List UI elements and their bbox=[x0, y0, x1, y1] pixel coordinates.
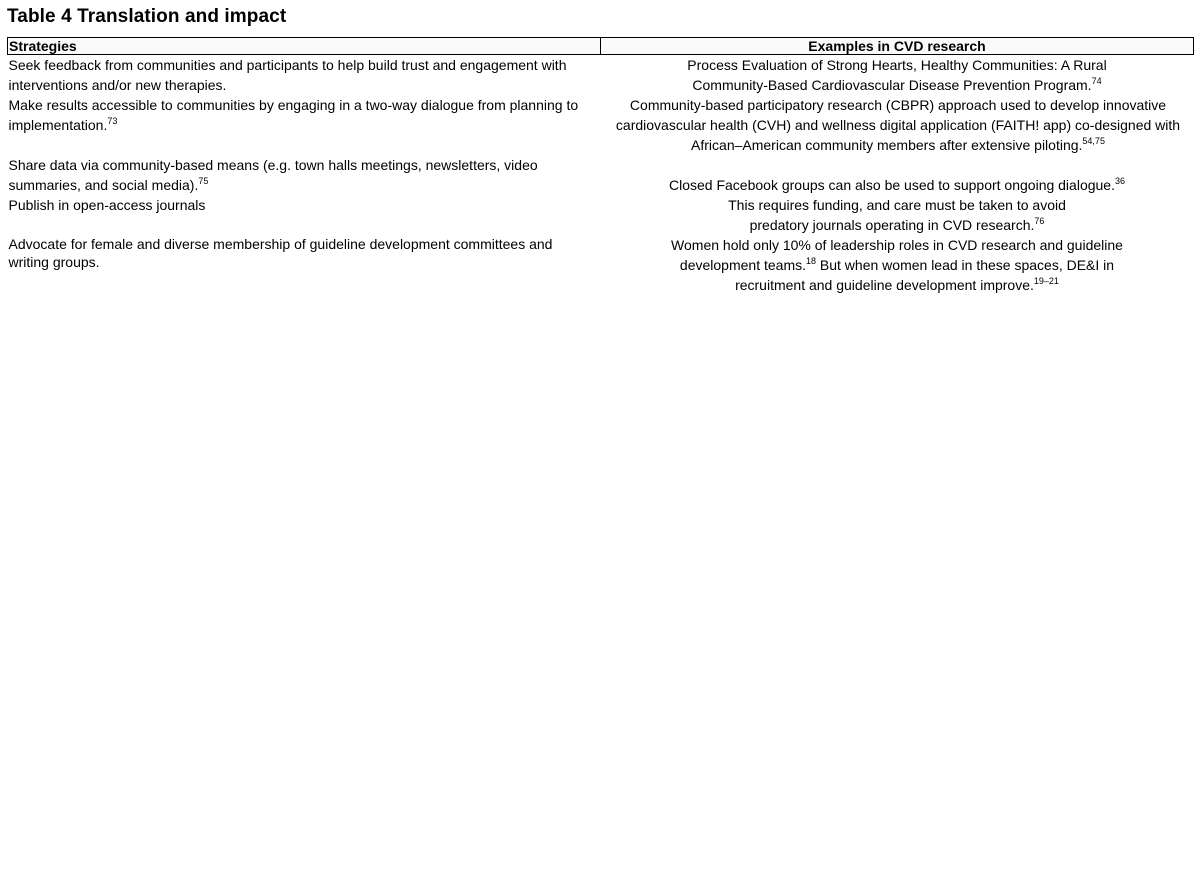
example-text: This requires funding, and care must be taken to avoid predatory journals operating in CVD research. bbox=[728, 197, 1066, 233]
example-cell bbox=[601, 195, 1194, 235]
header-row bbox=[8, 38, 1194, 55]
example-text: Community-based participatory research (CBPR) approach used to develop innovative cardiovascular health (CVH) and wellness digital application (FAITH! app) co-designed with African–American community members after extensive piloting. bbox=[615, 97, 1181, 153]
table-row bbox=[8, 235, 1194, 295]
example-reference-continued: 19–21 bbox=[1033, 276, 1059, 286]
example-reference: 36 bbox=[1114, 176, 1125, 186]
translation-impact-table bbox=[7, 37, 1194, 295]
strategy-text: Publish in open-access journals bbox=[8, 197, 206, 213]
strategy-text: Advocate for female and diverse membership of guideline development committees and writing groups. bbox=[8, 236, 553, 270]
strategy-cell bbox=[8, 155, 601, 195]
example-cell bbox=[601, 155, 1194, 195]
table-title: Table 4 Translation and impact bbox=[7, 6, 287, 27]
strategy-reference: 73 bbox=[107, 116, 118, 126]
column-header-examples: Examples in CVD research bbox=[601, 38, 1194, 55]
example-reference: 54,75 bbox=[1082, 136, 1105, 146]
example-cell bbox=[601, 235, 1194, 295]
example-reference: 74 bbox=[1091, 76, 1102, 86]
strategy-text: Make results accessible to communities by engaging in a two-way dialogue from planning to implementation. bbox=[8, 97, 579, 133]
example-reference: 18 bbox=[806, 256, 817, 266]
example-text: Closed Facebook groups can also be used to support ongoing dialogue. bbox=[669, 177, 1115, 193]
strategy-text: Share data via community-based means (e.g. town halls meetings, newsletters, video summaries, and social media). bbox=[8, 157, 538, 193]
strategy-text: Seek feedback from communities and participants to help build trust and engagement with interventions and/or new therapies. bbox=[8, 57, 567, 93]
example-reference: 76 bbox=[1034, 216, 1045, 226]
column-header-strategies: Strategies bbox=[8, 38, 601, 55]
example-cell bbox=[601, 95, 1194, 155]
example-cell bbox=[601, 55, 1194, 96]
example-text-continued: But when women lead in these spaces, DE&I in recruitment and guideline development improve. bbox=[735, 257, 1115, 293]
table-row bbox=[8, 55, 1194, 96]
strategy-cell bbox=[8, 195, 601, 235]
strategy-cell bbox=[8, 55, 601, 96]
strategy-reference: 75 bbox=[198, 176, 209, 186]
table-row bbox=[8, 155, 1194, 195]
example-text: Women hold only 10% of leadership roles in CVD research and guideline development teams. bbox=[671, 237, 1123, 273]
strategy-cell bbox=[8, 235, 601, 295]
table-row bbox=[8, 95, 1194, 155]
example-text: Process Evaluation of Strong Hearts, Healthy Communities: A Rural Community-Based Cardiovascular Disease Prevention Program. bbox=[687, 57, 1107, 93]
table-row bbox=[8, 195, 1194, 235]
strategy-cell bbox=[8, 95, 601, 155]
